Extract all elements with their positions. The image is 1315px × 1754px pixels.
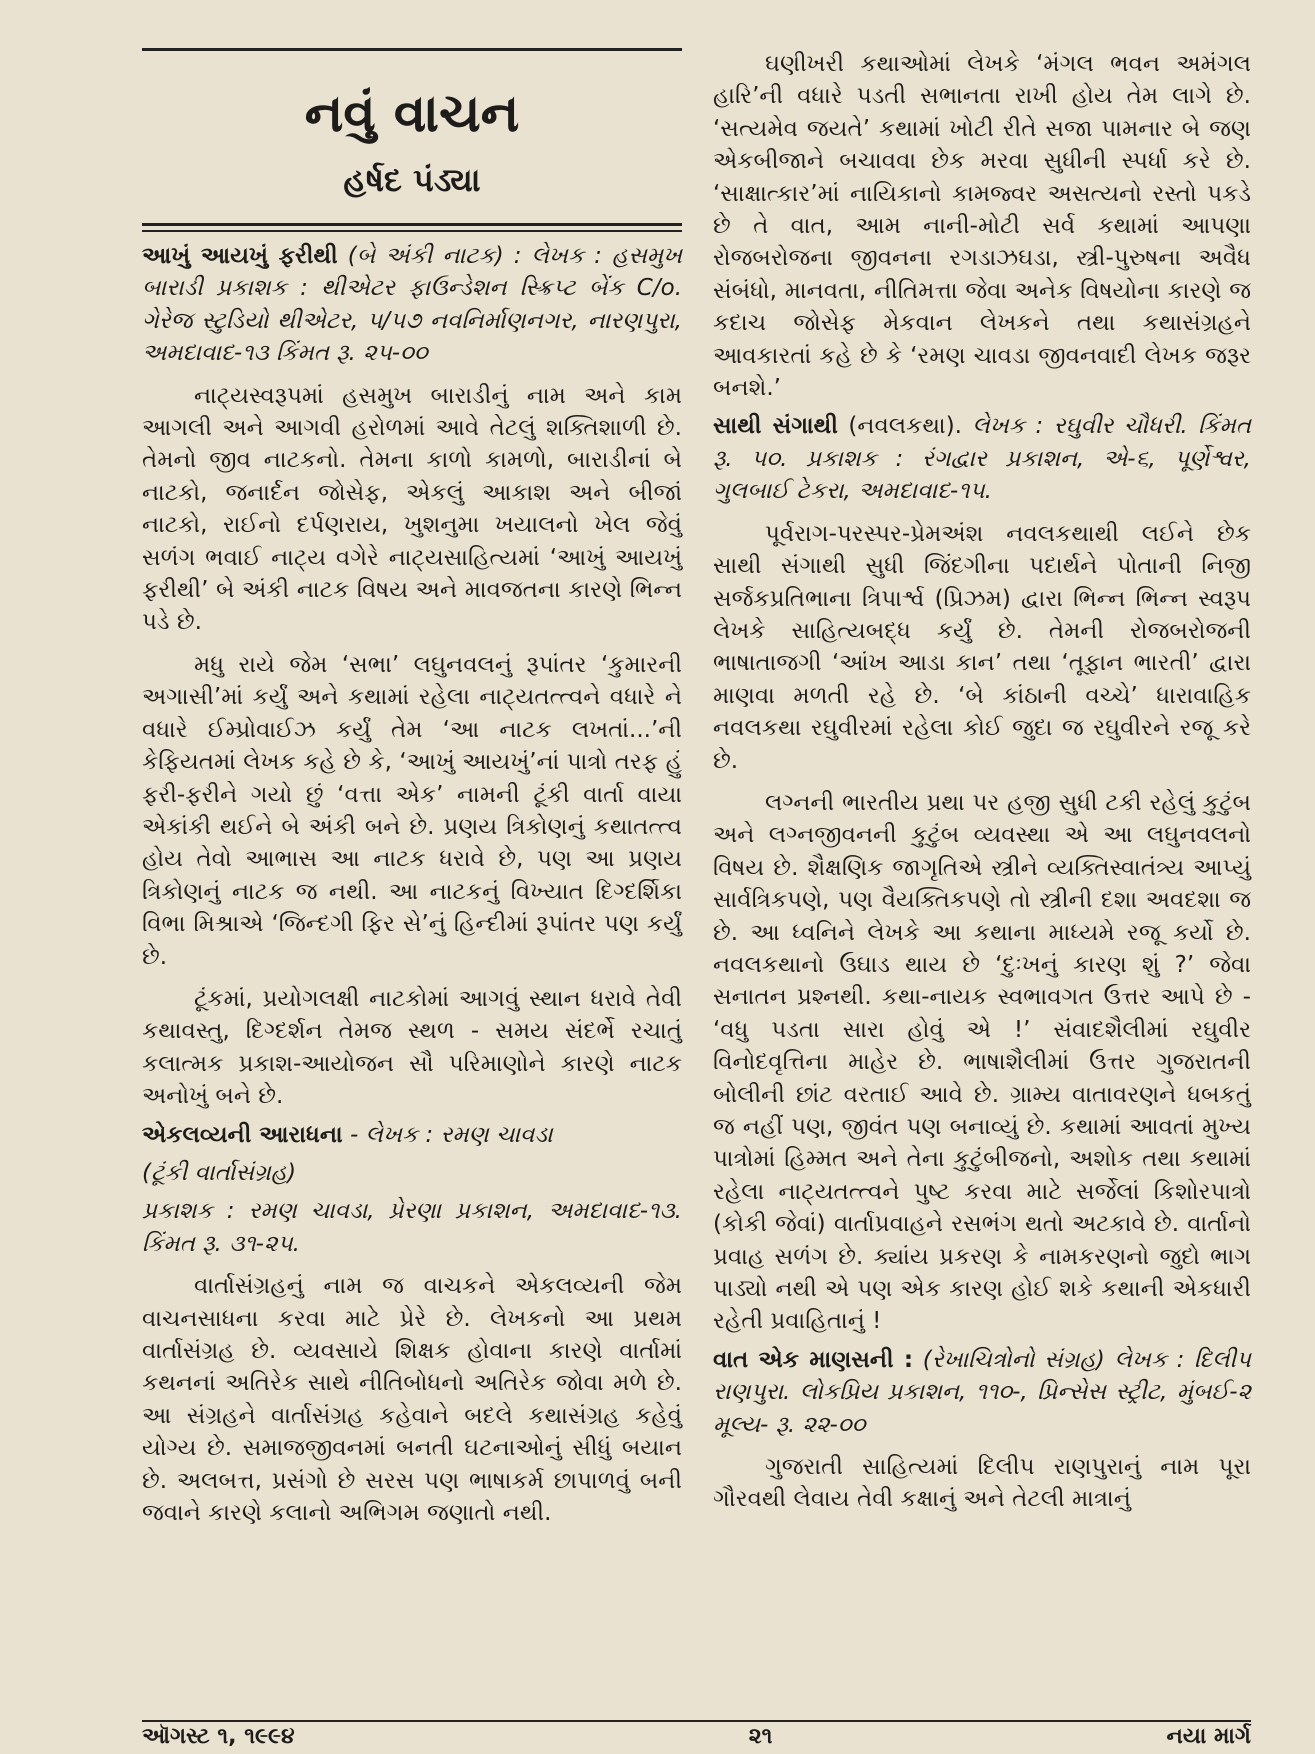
magazine-name: નયા માર્ગ — [1166, 1724, 1251, 1749]
review-paragraph: વાર્તાસંગ્રહનું નામ જ વાચકને એકલવ્યની જેમ વાચનસાધના કરવા માટે પ્રેરે છે. લેખકનો આ પ્રથમ વાર્તાસંગ્રહ છે. વ્યવસાયે શિક્ષક હોવાના કારણે વાર્તામાં કથનનાં અતિરેક સાથે નીતિબોધનો અતિરેક જોવા મળે છે. આ સંગ્રહને વાર્તાસંગ્રહ કહેવાને બદલે કથાસંગ્રહ કહેવું યોગ્ય છે. સમાજજીવનમાં બનતી ઘટનાઓનું સીધું બયાન છે. અલબત્ત, પ્રસંગો છે સરસ પણ ભાષાકર્મ છાપાળવું બની જવાને કારણે કલાનો અભિગમ જણાતો નથી. — [142, 1273, 682, 1527]
review-paragraph: ગુજરાતી સાહિત્યમાં દિલીપ રાણપુરાનું નામ પૂરા ગૌરવથી લેવાય તેવી કક્ષાનું અને તેટલી માત્રાનું — [713, 1454, 1251, 1513]
book-meta: (રેખાચિત્રોનો સંગ્રહ) લેખક : દિલીપ રાણપુરા. લોકપ્રિય પ્રકાશન, ૧૧૦-, પ્રિન્સેસ સ્ટ્રીટ, મુંબઈ-૨ મૂલ્ય- રૂ. ૨૨-૦૦ — [713, 1346, 1251, 1438]
book-title: આખું આયખું ફરીથી — [142, 243, 338, 269]
right-column — [713, 48, 1251, 1516]
page-number: ૨૧ — [748, 1724, 773, 1749]
book-title: એકલવ્યની આરાધના — [142, 1121, 343, 1148]
review-paragraph: ટૂંકમાં, પ્રયોગલક્ષી નાટકોમાં આગવું સ્થાન ધરાવે તેવી કથાવસ્તુ, દિગ્દર્શન તેમજ સ્થળ - સમય સંદર્ભે રચાતું કલાત્મક પ્રકાશ-આયોજન સૌ પરિમાણોને કારણે નાટક અનોખું બને છે. — [142, 985, 682, 1110]
review-paragraph: પૂર્વરાગ-પરસ્પર-પ્રેમઅંશ નવલકથાથી લઈને છેક સાથી સંગાથી સુધી જિંદગીના પદાર્થને પોતાની નિજી સર્જકપ્રતિભાના ત્રિપાર્શ્વ (પ્રિઝમ) દ્વારા ભિન્ન ભિન્ન સ્વરૂપ લેખકે સાહિત્યબદ્ધ કર્યું છે. તેમની રોજબરોજની ભાષાતાજગી ‘આંખ આડા કાન’ તથા ‘તૂફાન ભારતી’ દ્વારા માણવા મળતી રહે છે. ‘બે કાંઠાની વચ્ચે’ ધારાવાહિક નવલકથા રઘુવીરમાં રહેલા કોઈ જુદા જ રઘુવીરને રજૂ કરે છે. — [713, 520, 1251, 774]
left-column — [142, 48, 682, 1529]
column-author: હર્ષદ પંડ્યા — [343, 161, 481, 199]
book-author: - લેખક : રમણ ચાવડા — [342, 1121, 553, 1148]
book-title: સાથી સંગાથી — [713, 413, 838, 440]
book-entry-2 — [142, 1119, 682, 1151]
book-entry-3 — [713, 410, 1251, 507]
double-divider — [142, 223, 682, 232]
page-footer — [142, 1720, 1251, 1749]
issue-date: ઑગસ્ટ ૧, ૧૯૯૪ — [142, 1724, 295, 1749]
section-title: નવું વાચન — [304, 84, 520, 144]
review-paragraph: ઘણીખરી કથાઓમાં લેખકે ‘મંગલ ભવન અમંગલ હારિ’ની વધારે પડતી સભાનતા રાખી હોય તેમ લાગે છે. ‘સત્યમેવ જયતે’ કથામાં ખોટી રીતે સજા પામનાર બે જણ એકબીજાને બચાવવા છેક મરવા સુધીની સ્પર્ધા કરે છે. ‘સાક્ષાત્કાર’માં નાયિકાનો કામજ્વર અસત્યનો રસ્તો પકડે છે તે વાત, આમ નાની-મોટી સર્વ કથામાં આપણા રોજબરોજના જીવનના રગડાઝઘડા, સ્ત્રી-પુરુષના અવૈધ સંબંધો, માનવતા, નીતિમત્તા જેવા અનેક વિષયોના કારણે જ કદાચ જોસેફ મેકવાન લેખકને તથા કથાસંગ્રહને આવકારતાં કહે છે કે ‘રમણ ચાવડા જીવનવાદી લેખક જરૂર બનશે.’ — [713, 51, 1251, 402]
book-genre: (ટૂંકી વાર્તાસંગ્રહ) — [142, 1159, 297, 1186]
review-paragraph: નાટ્યસ્વરૂપમાં હસમુખ બારાડીનું નામ અને કામ આગલી અને આગવી હરોળમાં આવે તેટલું શક્તિશાળી છે. તેમનો જીવ નાટકનો. તેમના કાળો કામળો, બારાડીનાં બે નાટકો, જનાર્દન જોસેફ, એકલું આકાશ અને બીજાં નાટકો, રાઈનો દર્પણરાય, ખુશનુમા ખયાલનો ખેલ જેવું સળંગ ભવાઈ નાટ્ય વગેરે નાટ્યસાહિત્યમાં ‘આખું આયખું ફરીથી’ બે અંકી નાટક વિષય અને માવજતના કારણે ભિન્ન પડે છે. — [142, 382, 682, 636]
book-meta: (બે અંકી નાટક) : લેખક : હસમુખ બારાડી પ્રકાશક : થીએટર ફાઉન્ડેશન સ્ક્રિપ્ટ બેંક C/o. ગેરેજ સ્ટુડિયો થીએટર, ૫/૫૭ નવનિર્માણનગર, નારણપુરા, અમદાવાદ-૧૩ કિંમત રૂ. ૨૫-૦૦ — [142, 243, 682, 367]
book-entry-1 — [142, 240, 682, 370]
book-entry-4 — [713, 1344, 1251, 1441]
book-genre: (નવલકથા). — [837, 413, 973, 440]
book-title: વાત એક માણસની : — [713, 1346, 914, 1373]
top-rule — [142, 48, 682, 51]
book-meta: પ્રકાશક : રમણ ચાવડા, પ્રેરણા પ્રકાશન, અમદાવાદ-૧૩. કિંમત રૂ. ૩૧-૨૫. — [142, 1198, 682, 1257]
review-paragraph: મધુ રાયે જેમ ‘સભા’ લઘુનવલનું રૂપાંતર ‘કુમારની અગાસી’માં કર્યું અને કથામાં રહેલા નાટ્યતત્ત્વને વધારે ને વધારે ઈમ્પ્રોવાઈઝ કર્યું તેમ ‘આ નાટક લખતાં...’ની કેફિયતમાં લેખક કહે છે કે, ‘આખું આયખું’નાં પાત્રો તરફ હું ફરી-ફરીને ગયો છું ‘વત્તા એક’ નામની ટૂંકી વાર્તા વાયા એકાંકી થઈને બે અંકી બને છે. પ્રણય ત્રિકોણનું કથાતત્ત્વ હોય તેવો આભાસ આ નાટક ધરાવે છે, પણ આ પ્રણય ત્રિકોણનું નાટક જ નથી. આ નાટકનું વિખ્યાત દિગ્દર્શિકા વિભા મિશ્રાએ ‘જિન્દગી ફિર સે’નું હિન્દીમાં રૂપાંતર પણ કર્યું છે. — [142, 651, 682, 970]
review-paragraph: લગ્નની ભારતીય પ્રથા પર હજી સુધી ટકી રહેલું કુટુંબ અને લગ્નજીવનની કુટુંબ વ્યવસ્થા એ આ લઘુનવલનો વિષય છે. શૈક્ષણિક જાગૃતિએ સ્ત્રીને વ્યક્તિસ્વાતંત્ર્ય આપ્યું સાર્વત્રિકપણે, પણ વૈયક્તિકપણે તો સ્ત્રીની દશા અવદશા જ છે. આ ધ્વનિને લેખકે આ કથાના માધ્યમે રજૂ કર્યો છે. નવલકથાનો ઉઘાડ થાય છે ‘દુઃખનું કારણ શું ?’ જેવા સનાતન પ્રશ્નથી. કથા-નાયક સ્વભાવગત ઉત્તર આપે છે - ‘વધુ પડતા સારા હોવું એ !’ સંવાદશૈલીમાં રઘુવીર વિનોદવૃત્તિના માહેર છે. ભાષાશૈલીમાં ઉત્તર ગુજરાતની બોલીની છાંટ વરતાઈ આવે છે. ગ્રામ્ય વાતાવરણને ધબકતું જ નહીં પણ, જીવંત પણ બનાવ્યું છે. કથામાં આવતાં મુખ્ય પાત્રોમાં હિમ્મત અને તેના કુટુંબીજનો, અશોક તથા કથામાં રહેલા નાટ્યતત્ત્વને પુષ્ટ કરવા માટે સર્જેલાં કિશોરપાત્રો (કોકી જેવાં) વાર્તાપ્રવાહને રસભંગ થતો અટકાવે છે. વાર્તાનો પ્રવાહ સળંગ છે. ક્યાંય પ્રકરણ કે નામકરણનો જુદો ભાગ પાડ્યો નથી એ પણ એક કારણ હોઈ શકે કથાની એકધારી રહેતી પ્રવાહિતાનું ! — [713, 789, 1251, 1335]
book-meta: લેખક : રઘુવીર ચૌધરી. કિંમત રૂ. ૫૦. પ્રકાશક : રંગદ્વાર પ્રકાશન, એ-૬, પૂર્ણેશ્વર, ગુલબાઈ ટેકરા, અમદાવાદ-૧૫. — [713, 413, 1251, 505]
